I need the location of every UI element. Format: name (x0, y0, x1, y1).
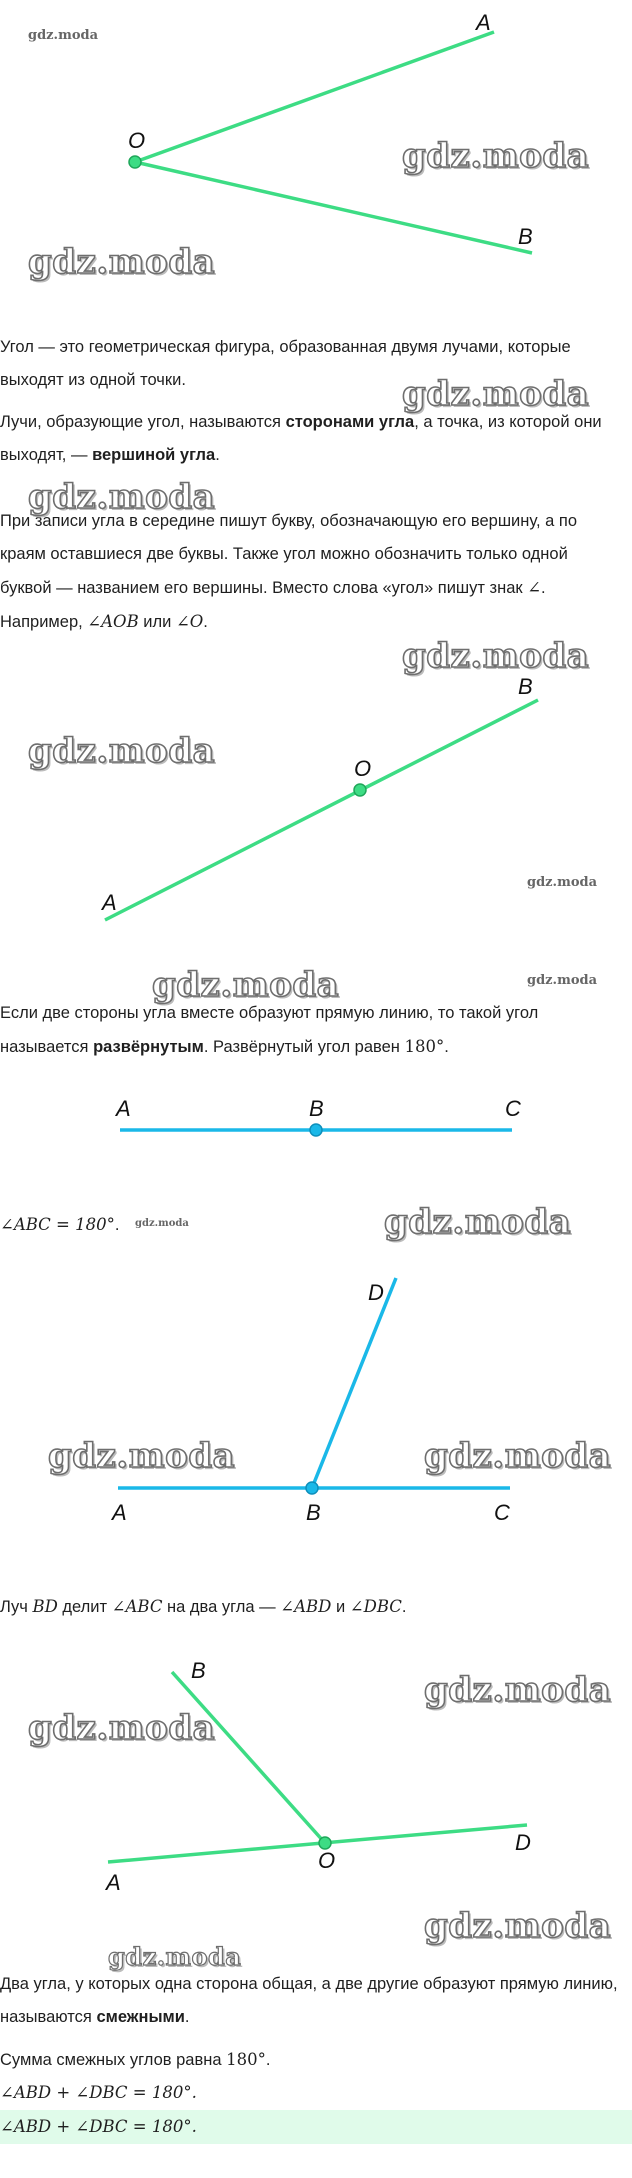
vertex-term: вершиной угла (92, 446, 216, 464)
label-c: C (494, 1500, 510, 1525)
watermark: gdz.moda (402, 374, 590, 414)
notation-text: При записи угла в середине пишут букву, обозначающую его вершину, а по краям оставшиеся две буквы. Также угол можно обозначить только одной буквой — названием его вершины. Вместо слова «угол» пишут знак (0, 512, 578, 597)
straight-angle-value: 180° (404, 1037, 445, 1056)
ray-bd-diagram (0, 1260, 632, 1530)
sides-vertex-paragraph (0, 406, 620, 472)
adjacent-text-start: Два угла, у которых одна сторона общая, а две другие образуют прямую линию, называются (0, 1975, 618, 2026)
adjacent-sum-value: 180° (226, 2050, 266, 2069)
ray-bd-paragraph (0, 1590, 620, 1624)
example-text-start: Например, (0, 613, 88, 631)
straight-angle-diagram (0, 1090, 632, 1160)
example-text-mid: или (138, 613, 176, 631)
ray-bd-text-mid1: делит (57, 1598, 112, 1616)
label-b: B (306, 1500, 321, 1525)
ray-bd-text-mid2: на два угла — (162, 1598, 281, 1616)
angle-dbc: ∠DBC (349, 1597, 402, 1616)
straight-angle-paragraph (0, 997, 620, 1064)
point-b (306, 1482, 318, 1494)
example-text-end: . (203, 613, 208, 631)
watermark: gdz.moda (48, 1436, 236, 1476)
label-a: A (476, 10, 491, 35)
angle-aob-line-diagram (0, 660, 632, 950)
watermark: gdz.moda (28, 731, 216, 771)
label-c: C (505, 1096, 521, 1121)
example-angle-o: ∠O (175, 612, 204, 631)
label-a: A (112, 1500, 127, 1525)
label-a: A (102, 890, 117, 915)
ray-ob (172, 1672, 325, 1843)
label-a: A (116, 1096, 131, 1121)
watermark: gdz.moda (402, 636, 590, 676)
ray-bd-text-start: Луч (0, 1598, 33, 1616)
watermark: gdz.moda (424, 1436, 612, 1476)
adjacent-sum-text: Сумма смежных углов равна (0, 2051, 227, 2069)
adjacent-angles-paragraph (0, 1968, 620, 2034)
watermark: gdz.moda (384, 1202, 572, 1242)
label-b: B (518, 674, 533, 699)
straight-angle-text-end: . (444, 1038, 449, 1056)
angle-sign: ∠ (527, 578, 542, 597)
label-a: A (106, 1870, 121, 1895)
adjacent-sum-end: . (265, 2051, 271, 2069)
watermark: gdz.moda (527, 973, 598, 988)
notation-paragraph (0, 505, 620, 639)
adjacent-text-end: . (184, 2008, 190, 2026)
notation-text-end: . (541, 579, 546, 597)
point-o (354, 784, 366, 796)
adjacent-term: смежными (96, 2008, 185, 2026)
ray-bd-name: BD (32, 1597, 58, 1616)
ray-bd (312, 1278, 396, 1488)
sides-text-start: Лучи, образующие угол, называются (0, 413, 286, 431)
watermark: gdz.moda (152, 965, 340, 1005)
sides-term: сторонами угла (285, 413, 415, 431)
vertex-o (129, 156, 141, 168)
straight-angle-text-start: Если две стороны угла вместе образуют прямую линию, то такой угол называется (0, 1004, 539, 1056)
watermark: gdz.moda (28, 242, 216, 282)
angle-abd: ∠ABD (280, 1597, 332, 1616)
formula-abc: ∠ABC = 180° (0, 1215, 115, 1234)
watermark: gdz.moda (527, 875, 598, 890)
label-d: D (515, 1830, 531, 1855)
watermark: gdz.moda (28, 28, 99, 43)
ray-bd-text-mid3: и (331, 1598, 350, 1616)
definition-angle-text: Угол — это геометрическая фигура, образованная двумя лучами, которые выходят из одной точки. (0, 338, 571, 389)
adjacent-sum-equation-highlighted: ∠ABD + ∠DBC = 180°. (0, 2117, 197, 2136)
label-o: O (318, 1848, 336, 1873)
formula-abc-end: . (114, 1216, 120, 1234)
label-b: B (191, 1658, 206, 1683)
point-b (310, 1124, 322, 1136)
watermark: gdz.moda (135, 1218, 189, 1229)
watermark: gdz.moda (402, 136, 590, 176)
watermark: gdz.moda (424, 1906, 612, 1946)
watermark: gdz.moda (108, 1942, 242, 1971)
adjacent-sum-equation: ∠ABD + ∠DBC = 180°. (0, 2083, 197, 2102)
label-b: B (518, 224, 533, 249)
sides-text-end: . (215, 446, 220, 464)
example-angle-aob: ∠AOB (87, 612, 139, 631)
label-d: D (368, 1280, 384, 1305)
label-b: B (309, 1096, 324, 1121)
watermark: gdz.moda (28, 477, 216, 517)
adjacent-sum-paragraph (0, 2043, 620, 2077)
angle-abc: ∠ABC (111, 1597, 163, 1616)
straight-angle-term: развёрнутым (93, 1038, 204, 1056)
label-o: O (354, 756, 372, 781)
sides-text-mid: , а точка, из которой они выходят, — (0, 413, 602, 464)
watermark: gdz.moda (424, 1670, 612, 1710)
label-o: O (128, 128, 146, 153)
watermark: gdz.moda (28, 1708, 216, 1748)
ray-bd-text-end: . (401, 1598, 407, 1616)
straight-angle-text-mid: . Развёрнутый угол равен (203, 1038, 405, 1056)
